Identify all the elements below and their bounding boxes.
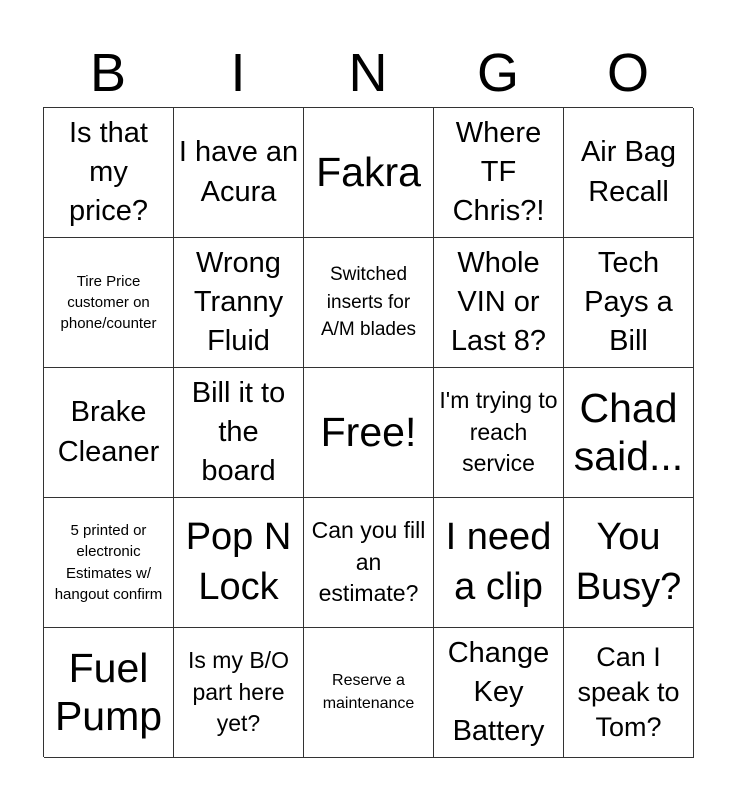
- cell-text: Wrong Tranny Fluid: [193, 246, 284, 358]
- cell-text: Pop N Lock: [185, 516, 292, 608]
- header-letter-g: G: [476, 43, 519, 103]
- bingo-cell[interactable]: [174, 498, 304, 628]
- header-letter-b: B: [89, 43, 127, 103]
- cell-text: Whole VIN or Last 8?: [450, 246, 547, 358]
- bingo-cell[interactable]: [304, 238, 434, 368]
- bingo-cell[interactable]: [174, 628, 304, 758]
- bingo-cell[interactable]: [434, 498, 564, 628]
- bingo-cell[interactable]: [174, 368, 304, 498]
- cell-text: Air Bag Recall: [580, 136, 677, 208]
- bingo-cell[interactable]: [304, 108, 434, 238]
- cell-text: Is my B/O part here yet?: [188, 646, 289, 737]
- bingo-cell[interactable]: [44, 368, 174, 498]
- header-letter-o: O: [606, 43, 649, 103]
- bingo-cell[interactable]: [434, 628, 564, 758]
- cell-text: Reserve a maintenance: [322, 672, 415, 712]
- bingo-cell[interactable]: [434, 368, 564, 498]
- cell-text: Can you fill an estimate?: [311, 516, 426, 607]
- header-letter-i: I: [230, 43, 246, 103]
- bingo-cell[interactable]: [44, 238, 174, 368]
- cell-text: Fakra: [316, 148, 421, 195]
- bingo-cell[interactable]: [564, 628, 694, 758]
- cell-text: Free!: [320, 408, 417, 455]
- bingo-cell[interactable]: [304, 628, 434, 758]
- cell-text: Tire Price customer on phone/counter: [60, 272, 157, 333]
- bingo-cell[interactable]: [304, 498, 434, 628]
- bingo-cell[interactable]: [174, 108, 304, 238]
- cell-text: Tech Pays a Bill: [584, 246, 673, 358]
- bingo-cell[interactable]: [564, 498, 694, 628]
- cell-text: 5 printed or electronic Estimates w/ hangout confirm: [54, 521, 163, 603]
- cell-text: Bill it to the board: [191, 376, 286, 488]
- cell-text: Switched inserts for A/M blades: [320, 264, 417, 341]
- bingo-cell[interactable]: [44, 628, 174, 758]
- bingo-header: [43, 42, 693, 104]
- bingo-cell[interactable]: [44, 108, 174, 238]
- bingo-cell[interactable]: [564, 238, 694, 368]
- cell-text: Fuel Pump: [54, 645, 163, 739]
- bingo-cell[interactable]: [564, 368, 694, 498]
- cell-text: Can I speak to Tom?: [577, 641, 680, 743]
- cell-text: You Busy?: [575, 516, 682, 608]
- cell-text: I'm trying to reach service: [439, 386, 558, 477]
- header-letter-n: N: [348, 43, 388, 103]
- bingo-cell[interactable]: [564, 108, 694, 238]
- cell-text: Chad said...: [573, 385, 684, 479]
- bingo-cell[interactable]: [44, 498, 174, 628]
- cell-text: Change Key Battery: [447, 636, 550, 748]
- bingo-cell[interactable]: [434, 238, 564, 368]
- bingo-cell[interactable]: [434, 108, 564, 238]
- free-space-cell[interactable]: [304, 368, 434, 498]
- cell-text: Where TF Chris?!: [452, 116, 545, 228]
- cell-text: I need a clip: [445, 516, 552, 608]
- cell-text: Is that my price?: [69, 116, 148, 228]
- cell-text: Brake Cleaner: [57, 396, 160, 468]
- bingo-board: [43, 107, 693, 757]
- bingo-cell[interactable]: [174, 238, 304, 368]
- cell-text: I have an Acura: [178, 136, 299, 208]
